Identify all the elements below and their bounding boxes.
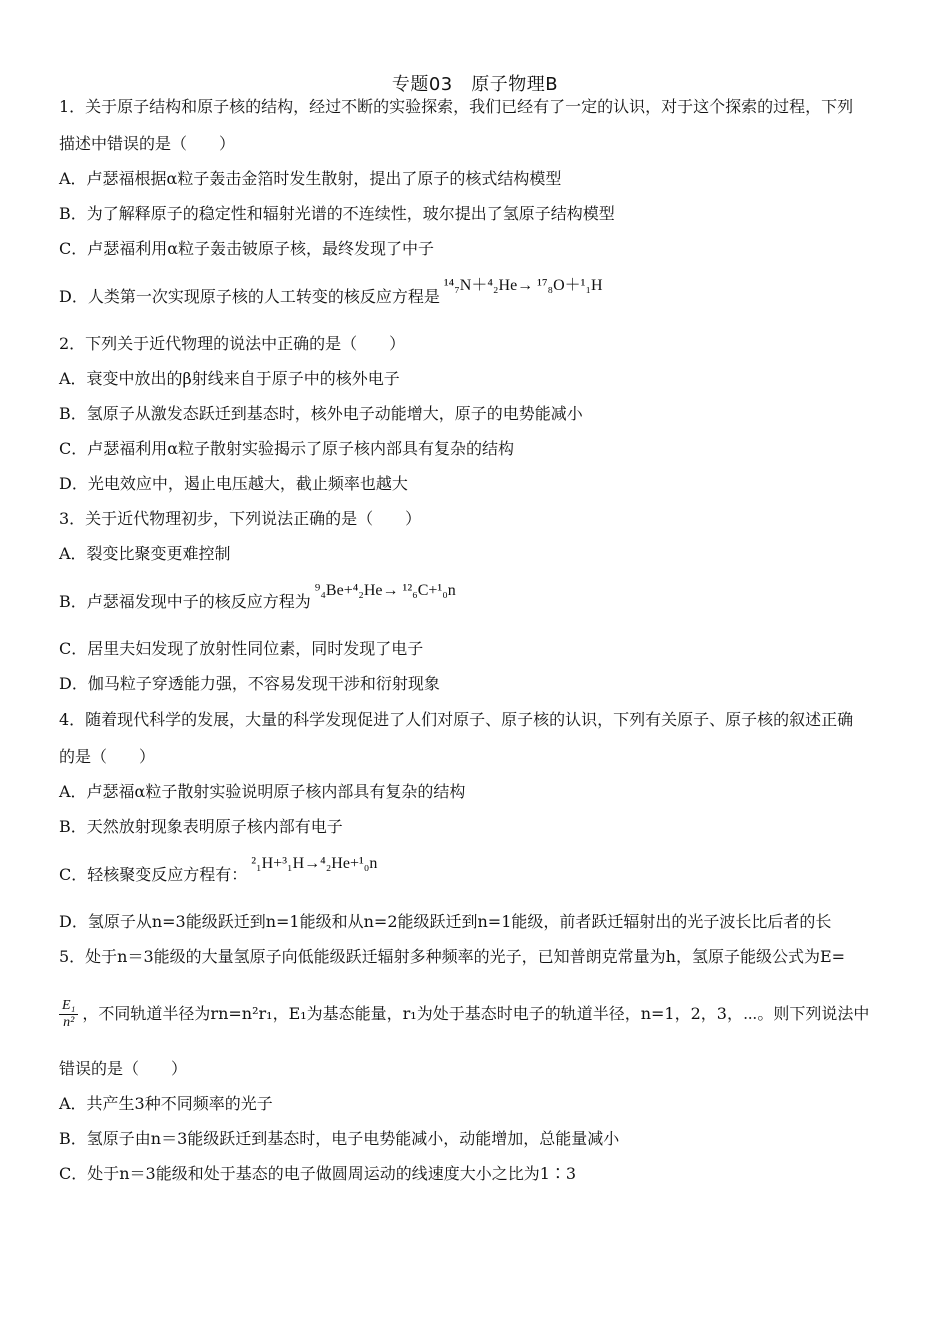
q1-option-b: B．为了解释原子的稳定性和辐射光谱的不连续性，玻尔提出了氢原子结构模型 — [59, 204, 615, 223]
q3-option-d: D．伽马粒子穿透能力强，不容易发现干涉和衍射现象 — [59, 674, 440, 693]
fraction-denominator: n² — [63, 1015, 75, 1030]
q2-option-d: D．光电效应中，遏止电压越大，截止频率也越大 — [59, 474, 408, 493]
q5-option-a: A．共产生3种不同频率的光子 — [59, 1094, 273, 1113]
q5-stem-line1: 5．处于n＝3能级的大量氢原子向低能级跃迁辐射多种频率的光子，已知普朗克常量为h，氢原子能级公式为E= — [59, 947, 846, 966]
q5-option-b: B．氢原子由n＝3能级跃迁到基态时，电子电势能减小，动能增加，总能量减小 — [59, 1129, 620, 1148]
q5-stem-line2-wrap — [59, 998, 869, 1031]
q1-option-d-line — [59, 277, 603, 309]
q1-stem-line1: 1．关于原子结构和原子核的结构，经过不断的实验探索，我们已经有了一定的认识，对于这个探索的过程，下列 — [59, 97, 854, 116]
page-title: 专题03 原子物理B — [391, 74, 559, 95]
q1-d-equation: ¹⁴₇N＋⁴₂He→ ¹⁷₈O＋¹₁H — [443, 277, 603, 294]
q4-c-equation: ²₁H+³₁H→⁴₂He+¹₀n — [251, 855, 378, 872]
q5-stem-line2: ，不同轨道半径为rn=n²r₁，E₁为基态能量，r₁为处于基态时电子的轨道半径，n=1，2，3，⋯。则下列说法中 — [82, 1004, 870, 1023]
q2-option-a: A．衰变中放出的β射线来自于原子中的核外电子 — [59, 369, 400, 388]
q3-option-b-line — [59, 582, 456, 614]
q5-stem-line3: 错误的是（ ） — [59, 1059, 188, 1078]
q1-option-d: D．人类第一次实现原子核的人工转变的核反应方程是 — [59, 287, 440, 306]
q1-option-a: A．卢瑟福根据α粒子轰击金箔时发生散射，提出了原子的核式结构模型 — [59, 169, 562, 188]
q4-option-c-line — [59, 855, 378, 887]
q3-b-equation: ⁹₄Be+⁴₂He→ ¹²₆C+¹₀n — [314, 582, 456, 599]
q4-option-c: C．轻核聚变反应方程有： — [59, 865, 248, 884]
q3-option-a: A．裂变比聚变更难控制 — [59, 544, 231, 563]
q4-option-d: D．氢原子从n=3能级跃迁到n=1能级和从n=2能级跃迁到n=1能级，前者跃迁辐射出的光子波长比后者的长 — [59, 912, 832, 931]
q3-option-b: B．卢瑟福发现中子的核反应方程为 — [59, 592, 311, 611]
q5-option-c: C．处于n＝3能级和处于基态的电子做圆周运动的线速度大小之比为1∶3 — [59, 1164, 577, 1183]
q1-stem-line2: 描述中错误的是（ ） — [59, 134, 236, 153]
q4-option-b: B．天然放射现象表明原子核内部有电子 — [59, 817, 343, 836]
q4-option-a: A．卢瑟福α粒子散射实验说明原子核内部具有复杂的结构 — [59, 782, 466, 801]
energy-fraction — [59, 998, 78, 1031]
q2-stem: 2．下列关于近代物理的说法中正确的是（ ） — [59, 334, 406, 353]
q3-stem: 3．关于近代物理初步，下列说法正确的是（ ） — [59, 509, 422, 528]
q1-option-c: C．卢瑟福利用α粒子轰击铍原子核，最终发现了中子 — [59, 239, 435, 258]
q2-option-b: B．氢原子从激发态跃迁到基态时，核外电子动能增大，原子的电势能减小 — [59, 404, 583, 423]
q2-option-c: C．卢瑟福利用α粒子散射实验揭示了原子核内部具有复杂的结构 — [59, 439, 515, 458]
q4-stem-line1: 4．随着现代科学的发展，大量的科学发现促进了人们对原子、原子核的认识，下列有关原子、原子核的叙述正确 — [59, 710, 854, 729]
fraction-numerator: E₁ — [59, 998, 78, 1015]
q4-stem-line2: 的是（ ） — [59, 747, 156, 766]
q3-option-c: C．居里夫妇发现了放射性同位素，同时发现了电子 — [59, 639, 424, 658]
